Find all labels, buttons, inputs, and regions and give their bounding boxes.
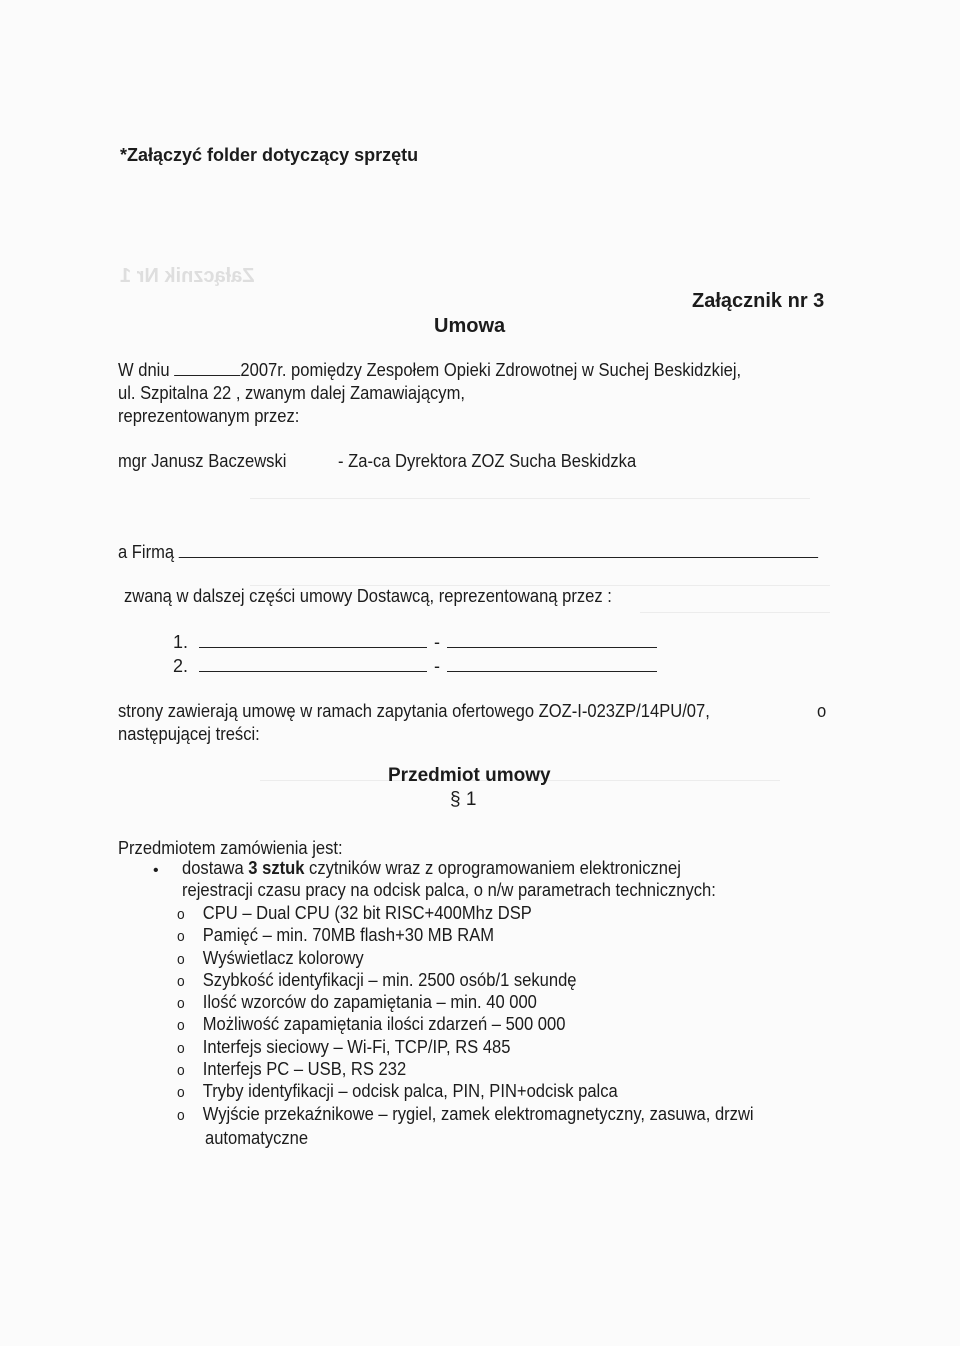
spec-item — [177, 1104, 754, 1125]
rep-dash: - — [434, 632, 441, 652]
subject-heading: Przedmiot umowy — [388, 765, 551, 786]
spec-text: Wyjście przekaźnikowe – rygiel, zamek elektromagnetyczny, zasuwa, drzwi — [202, 1104, 754, 1124]
rep-name-blank — [199, 657, 427, 672]
firm-line — [118, 542, 818, 563]
order-intro: Przedmiotem zamówienia jest: — [118, 838, 343, 858]
intro-line-1-rest: 2007r. pomiędzy Zespołem Opieki Zdrowotnej w Suchej Beskidzkiej, — [240, 360, 742, 380]
sub-bullet: o — [177, 1017, 185, 1034]
supplier-line: zwaną w dalszej części umowy Dostawcą, reprezentowaną przez : — [124, 586, 612, 606]
representative-name: mgr Janusz Baczewski — [118, 451, 287, 471]
spec-text: Interfejs sieciowy – Wi-Fi, TCP/IP, RS 485 — [202, 1037, 511, 1057]
spec-item — [177, 903, 532, 924]
spec-item — [177, 970, 576, 991]
contract-line-1: strony zawierają umowę w ramach zapytania ofertowego ZOZ-I-023ZP/14PU/07, — [118, 701, 710, 721]
rep-dash: - — [434, 656, 441, 676]
delivery-rest: czytników wraz z oprogramowaniem elektronicznej — [309, 858, 681, 878]
delivery-line-2: rejestracji czasu pracy na odcisk palca, o n/w parametrach technicznych: — [182, 880, 716, 900]
spec-item — [177, 1081, 618, 1102]
spec-text: Tryby identyfikacji – odcisk palca, PIN, PIN+odcisk palca — [202, 1081, 618, 1101]
date-prefix: W dniu — [118, 360, 170, 380]
bleed-through-line — [640, 612, 830, 613]
spec-item — [177, 925, 494, 946]
spec-item — [177, 948, 364, 969]
sub-bullet: o — [177, 1062, 185, 1079]
sub-bullet: o — [177, 951, 185, 968]
spec-text: Możliwość zapamiętania ilości zdarzeń – 500 000 — [202, 1014, 566, 1034]
sub-bullet: o — [177, 1040, 185, 1057]
spec-continuation: automatyczne — [205, 1128, 309, 1148]
supplier-rep-1 — [173, 632, 657, 653]
rep-name-blank — [199, 633, 427, 648]
intro-line-2: ul. Szpitalna 22 , zwanym dalej Zamawiającym, — [118, 383, 465, 403]
delivery-quantity: 3 sztuk — [248, 858, 305, 878]
attachment-label: Załącznik nr 3 — [692, 290, 825, 312]
spec-text: CPU – Dual CPU (32 bit RISC+400Mhz DSP — [202, 903, 532, 923]
rep-role-blank — [447, 633, 657, 648]
spec-text: Interfejs PC – USB, RS 232 — [202, 1059, 407, 1079]
document-title: Umowa — [434, 315, 506, 337]
rep-role-blank — [447, 657, 657, 672]
intro-line-3: reprezentowanym przez: — [118, 406, 300, 426]
spec-text: Wyświetlacz kolorowy — [202, 948, 364, 968]
representative-role: - Za-ca Dyrektora ZOZ Sucha Beskidzka — [338, 451, 637, 471]
delivery-prefix: dostawa — [182, 858, 244, 878]
rep-number: 2. — [173, 656, 189, 676]
spec-text: Szybkość identyfikacji – min. 2500 osób/1 sekundę — [202, 970, 577, 990]
bleed-through-line — [250, 498, 810, 499]
spec-item — [177, 1014, 565, 1035]
paragraph-symbol: § 1 — [450, 789, 477, 810]
rep-number: 1. — [173, 632, 189, 652]
intro-line-1 — [118, 360, 741, 381]
sub-bullet: o — [177, 973, 185, 990]
firm-prefix: a Firmą — [118, 542, 175, 562]
spec-text: Pamięć – min. 70MB flash+30 MB RAM — [202, 925, 495, 945]
sub-bullet: o — [177, 906, 185, 923]
contract-line-2: następującej treści: — [118, 724, 260, 744]
sub-bullet: o — [177, 995, 185, 1012]
sub-bullet: o — [177, 1084, 185, 1101]
supplier-rep-2 — [173, 656, 657, 677]
bleed-through-text: Załącznik Nr 1 — [120, 265, 255, 287]
bullet-dot: • — [153, 862, 159, 879]
sub-bullet: o — [177, 928, 185, 945]
date-blank — [174, 360, 240, 376]
firm-blank — [179, 542, 818, 558]
spec-item — [177, 1059, 406, 1080]
attachment-note: *Załączyć folder dotyczący sprzętu — [120, 145, 419, 165]
spec-text: Ilość wzorców do zapamiętania – min. 40 000 — [202, 992, 537, 1012]
delivery-line-1 — [182, 858, 681, 879]
spec-item — [177, 1037, 510, 1058]
sub-bullet: o — [177, 1107, 185, 1124]
spec-item — [177, 992, 537, 1013]
contract-line-1-end: o — [817, 701, 827, 721]
